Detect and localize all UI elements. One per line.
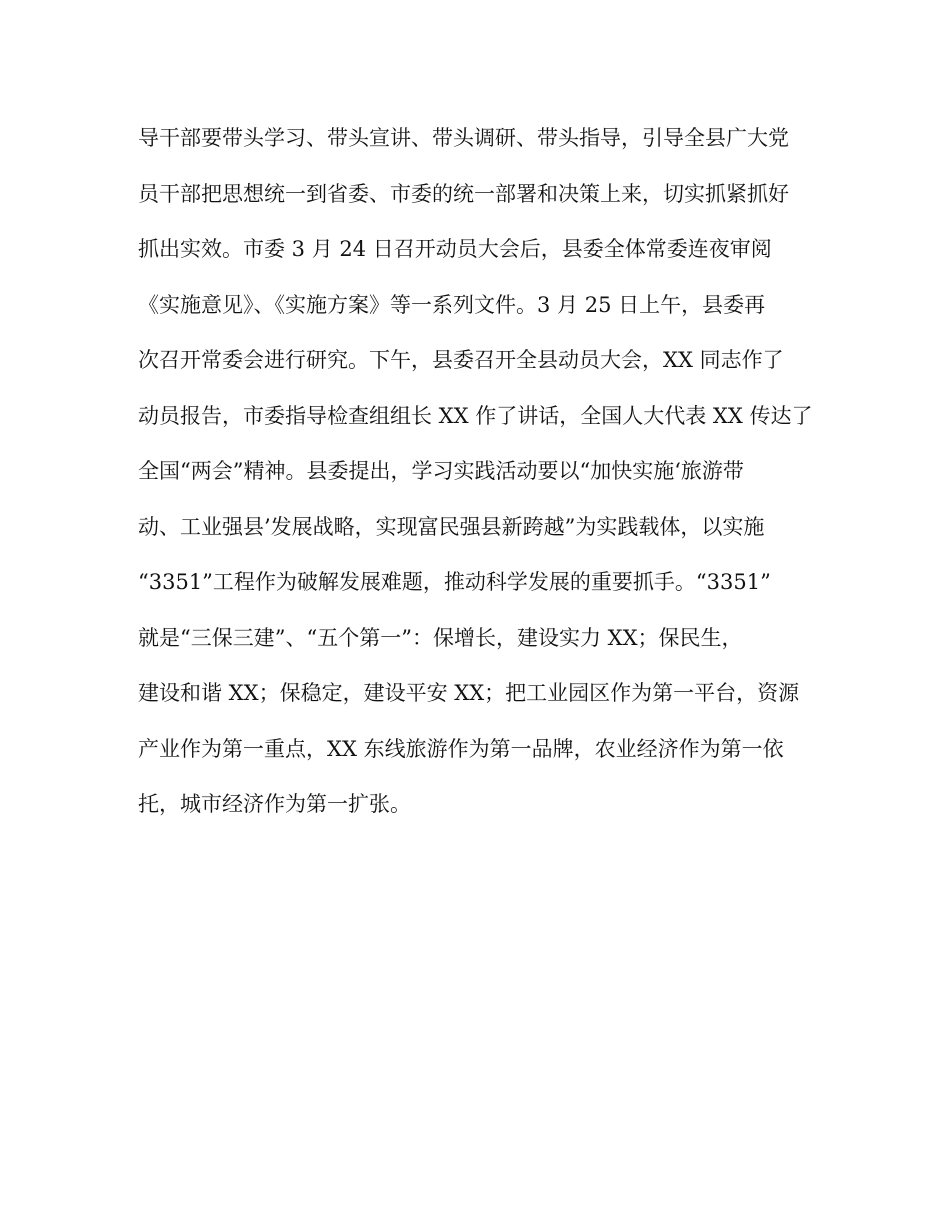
text-line: 抓出实效。市委 3 月 24 日召开动员大会后，县委全体常委连夜审阅 (138, 237, 772, 261)
text-line: 次召开常委会进行研究。下午，县委召开全县动员大会，XX 同志作了 (138, 348, 784, 372)
text-line: 动员报告，市委指导检查组组长 XX 作了讲话，全国人大代表 XX 传达了 (138, 403, 813, 428)
text-line: 产业作为第一重点，XX 东线旅游作为第一品牌，农业经济作为第一依 (138, 736, 784, 761)
text-line: “3351”工程作为破解发展难题，推动科学发展的重要抓手。“3351” (138, 570, 771, 594)
text-line: 导干部要带头学习、带头宣讲、带头调研、带头指导，引导全县广大党 (138, 126, 789, 150)
body-paragraph (138, 118, 838, 840)
text-line: 建设和谐 XX；保稳定，建设平安 XX；把工业园区作为第一平台，资源 (138, 681, 800, 705)
text-line: 托，城市经济作为第一扩张。 (138, 792, 411, 816)
text-line: 员干部把思想统一到省委、市委的统一部署和决策上来，切实抓紧抓好 (138, 181, 789, 206)
text-line: 《实施意见》、《实施方案》等一系列文件。3 月 25 日上午，县委再 (138, 292, 766, 317)
text-line: 动、工业强县’发展战略，实现富民强县新跨越”为实践载体，以实施 (138, 514, 765, 539)
text-line: 就是“三保三建”、“五个第一”：保增长，建设实力 XX；保民生， (138, 625, 743, 650)
text-line: 全国“两会”精神。县委提出，学习实践活动要以“加快实施‘旅游带 (138, 459, 744, 483)
